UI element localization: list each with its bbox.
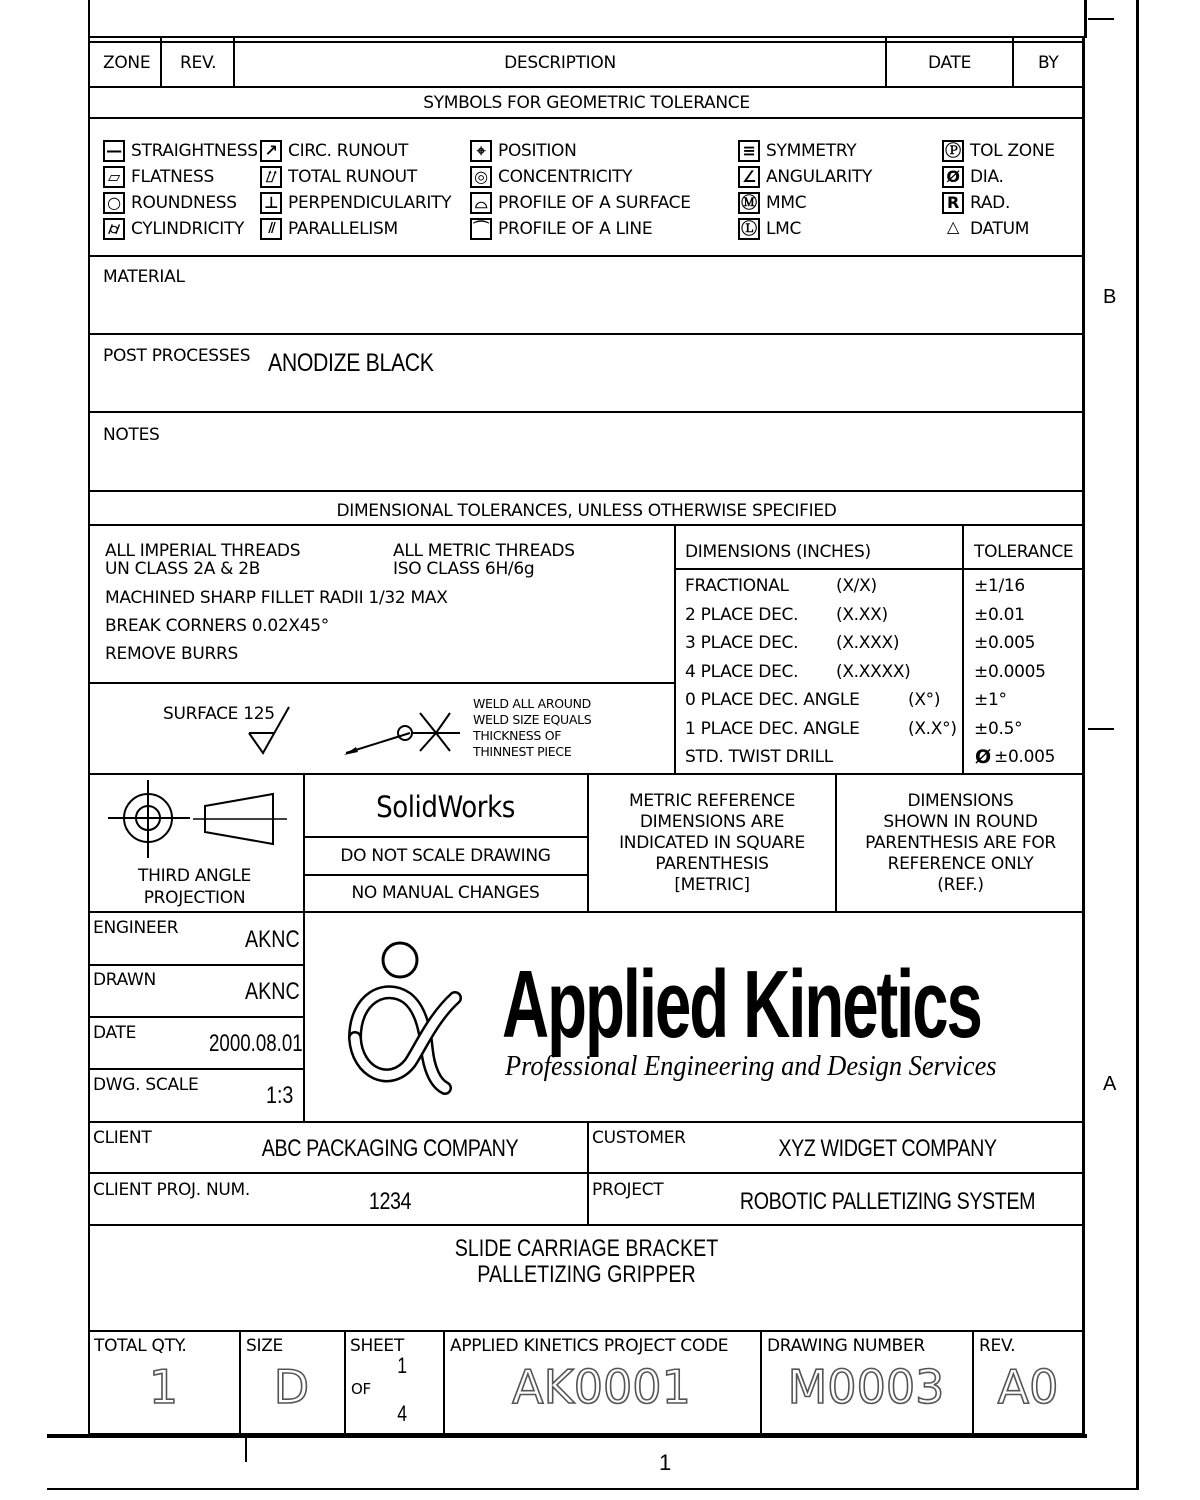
post-processes-label: POST PROCESSES [103, 346, 251, 366]
project-label: PROJECT [592, 1180, 664, 1200]
frame-bottom-ext [47, 1434, 1087, 1438]
gdt-symbol-row [103, 216, 258, 242]
engineer-label: ENGINEER [93, 918, 179, 938]
rev-value: A0 [997, 1360, 1059, 1414]
date-label: DATE [93, 1023, 137, 1043]
project-code-label: APPLIED KINETICS PROJECT CODE [450, 1336, 729, 1356]
gdt-symbol-row [470, 164, 691, 190]
customer-value: XYZ WIDGET COMPANY [778, 1135, 997, 1162]
mmc-icon: Ⓜ [738, 192, 760, 214]
tolerance-row-name: 4 PLACE DEC. [685, 661, 799, 682]
round-ref-line2: SHOWN IN ROUND [883, 812, 1038, 832]
metric-threads [393, 542, 575, 578]
rev-label: REV. [979, 1336, 1016, 1356]
notes-line [88, 490, 1085, 492]
tolerance-row-value: ±0.5° [974, 718, 1023, 739]
dimtol-title: DIMENSIONAL TOLERANCES, UNLESS OTHERWISE SPECIFIED [336, 501, 837, 521]
straightness-icon: — [103, 140, 125, 162]
gdt-symbol-label: LMC [766, 219, 802, 239]
gdt-symbol-row [942, 190, 1055, 216]
parallelism-icon: // [260, 218, 282, 240]
tolerance-row-name: 0 PLACE DEC. ANGLE [685, 690, 860, 710]
gdt-symbol-label: DATUM [970, 219, 1030, 239]
position-icon: ⌖ [470, 140, 492, 162]
tolerance-row-name: 1 PLACE DEC. ANGLE [685, 718, 860, 739]
gdt-symbol-label: PROFILE OF A LINE [498, 219, 653, 239]
dwg-scale-value: 1:3 [266, 1082, 294, 1109]
imperial-threads [105, 542, 300, 578]
dwg-scale-label: DWG. SCALE [93, 1075, 199, 1095]
gdt-symbol-label: DIA. [970, 167, 1004, 187]
tolerance-row-format: (X/X) [836, 576, 877, 596]
no-manual-changes: NO MANUAL CHANGES [351, 883, 540, 903]
metric-ref-line2: DIMENSIONS ARE [639, 812, 785, 832]
drawing-number-label: DRAWING NUMBER [767, 1336, 925, 1356]
info-line [88, 964, 304, 966]
metric-threads-line1: ALL METRIC THREADS [393, 541, 575, 561]
software-line [303, 874, 588, 876]
gdt-symbol-row [470, 138, 691, 164]
do-not-scale: DO NOT SCALE DRAWING [340, 846, 551, 866]
gdt-column [738, 138, 872, 242]
tolerance-header: TOLERANCE [974, 542, 1074, 562]
notes-label: NOTES [103, 425, 160, 445]
gdt-symbol-label: PARALLELISM [288, 219, 398, 239]
weld-note-line1: WELD ALL AROUND [473, 696, 591, 711]
sheet-border-right [1136, 0, 1139, 1490]
surface-finish-label: SURFACE 125 [163, 704, 275, 724]
gdt-symbol-row [260, 190, 451, 216]
profile-surface-icon: ⌓ [470, 192, 492, 214]
drawing-number-value: M0003 [787, 1360, 945, 1414]
software-name: SolidWorks [376, 790, 515, 824]
rev-header-by: BY [1038, 53, 1059, 73]
gdt-symbol-row [738, 190, 872, 216]
dimtol-title-line [88, 524, 1085, 526]
rev-header-zone: ZONE [103, 53, 151, 73]
gdt-symbol-label: PERPENDICULARITY [288, 193, 452, 213]
gdt-symbol-label: MMC [766, 193, 807, 213]
round-ref-line5: (REF.) [937, 875, 984, 895]
metric-ref-line5: [METRIC] [674, 875, 750, 895]
radius-icon: R [942, 192, 964, 214]
gdt-symbol-label: ANGULARITY [766, 167, 873, 187]
rev-bottom-line [88, 86, 1085, 88]
tolerance-row-name: 3 PLACE DEC. [685, 633, 799, 653]
date-value: 2000.08.01 [209, 1030, 303, 1057]
info-line [88, 1068, 304, 1070]
tolerance-row-name: FRACTIONAL [685, 576, 789, 596]
metric-reference-note [589, 791, 835, 896]
weld-note-line2: WELD SIZE EQUALS [473, 712, 592, 727]
perpendicularity-icon: ⊥ [260, 192, 282, 214]
weld-note-line4: THINNEST PIECE [473, 744, 572, 759]
sheet-label: SHEET [350, 1336, 404, 1356]
material-line [88, 333, 1085, 335]
frame-left-ext [88, 0, 90, 38]
zone-label-a: A [1103, 1073, 1117, 1095]
gdt-symbol-label: RAD. [970, 193, 1011, 213]
material-label: MATERIAL [103, 267, 185, 287]
client-proj-num-label: CLIENT PROJ. NUM. [93, 1180, 250, 1200]
tolerance-row-format: (X.X°) [908, 718, 957, 739]
gdt-symbol-row [470, 190, 691, 216]
round-reference-note [837, 791, 1084, 896]
circular-runout-icon: ↗ [260, 140, 282, 162]
metric-ref-line1: METRIC REFERENCE [628, 791, 796, 811]
total-qty-value: 1 [148, 1360, 179, 1414]
client-proj-num-value: 1234 [368, 1188, 412, 1215]
tolerance-row-name: 2 PLACE DEC. [685, 604, 799, 625]
sheet-border-bottom [47, 1488, 1138, 1490]
drawn-value: AKNC [245, 978, 300, 1005]
gdt-symbol-row [942, 216, 1055, 242]
rev-header-date: DATE [928, 53, 972, 73]
project-line [88, 1224, 1085, 1226]
frame-right-ext [1084, 0, 1087, 38]
tolerance-row-format: (X.XXX) [836, 633, 900, 653]
gdt-symbol-label: CYLINDRICITY [131, 219, 245, 239]
gdt-symbol-label: SYMMETRY [766, 141, 857, 161]
rev-header-description: DESCRIPTION [504, 53, 616, 73]
size-value: D [273, 1360, 310, 1414]
gdt-symbol-label: PROFILE OF A SURFACE [498, 193, 691, 213]
remove-burrs-note: REMOVE BURRS [105, 644, 238, 664]
customer-label: CUSTOMER [592, 1128, 686, 1148]
drawing-title-line2: PALLETIZING GRIPPER [477, 1261, 696, 1288]
tolerance-row-name: STD. TWIST DRILL [685, 747, 833, 767]
tolerance-row-value: ±0.0005 [974, 661, 1046, 682]
alpha-logo-icon [345, 938, 470, 1098]
gdt-symbol-label: CIRC. RUNOUT [288, 141, 409, 161]
zone-label-b: B [1103, 286, 1117, 308]
rev-header-rev: REV. [180, 53, 217, 73]
lmc-icon: Ⓛ [738, 218, 760, 240]
sheet-of-label: OF [351, 1380, 371, 1398]
gdt-symbol-label: CONCENTRICITY [498, 167, 633, 187]
angularity-icon: ∠ [738, 166, 760, 188]
software-line [303, 836, 588, 838]
weld-note [473, 696, 591, 760]
concentricity-icon: ◎ [470, 166, 492, 188]
drawing-title [88, 1236, 1085, 1288]
tolerance-row-value: ±0.005 [974, 633, 1036, 653]
gdt-title: SYMBOLS FOR GEOMETRIC TOLERANCE [423, 93, 750, 113]
sheet-value: 1 [397, 1353, 408, 1378]
metric-ref-line3: INDICATED IN SQUARE [619, 833, 805, 853]
gdt-column [260, 138, 451, 242]
info-line [88, 1016, 304, 1018]
gdt-column [470, 138, 691, 242]
round-ref-line3: PARENTHESIS ARE FOR [865, 833, 1056, 853]
symmetry-icon: ≡ [738, 140, 760, 162]
dimtol-left-line [88, 682, 675, 684]
metric-ref-line4: PARENTHESIS [655, 854, 769, 874]
rev-divider [160, 36, 162, 87]
post-line [88, 411, 1085, 413]
drawn-label: DRAWN [93, 970, 156, 990]
imperial-threads-line2: UN CLASS 2A & 2B [105, 559, 261, 579]
gdt-symbol-label: TOTAL RUNOUT [288, 167, 417, 187]
gdt-bottom-line [88, 255, 1085, 257]
zone-tick [245, 1438, 247, 1462]
rev-top-line [88, 41, 1085, 43]
gdt-symbol-row [103, 138, 258, 164]
diameter-icon: Ø [975, 746, 991, 768]
gdt-symbol-label: POSITION [498, 141, 577, 161]
gdt-symbol-row [470, 216, 691, 242]
projection-line1: THIRD ANGLE [138, 866, 251, 886]
round-ref-line4: REFERENCE ONLY [887, 854, 1034, 874]
tolerance-row-value: ±1° [974, 690, 1007, 710]
gdt-symbol-label: FLATNESS [131, 167, 214, 187]
gdt-symbol-row [103, 164, 258, 190]
project-code-value: AK0001 [512, 1360, 691, 1414]
gdt-symbol-row [103, 190, 258, 216]
flatness-icon: ▱ [103, 166, 125, 188]
gdt-symbol-label: STRAIGHTNESS [131, 141, 258, 161]
third-angle-projection-icon [105, 778, 290, 863]
gdt-column [103, 138, 258, 242]
weld-note-line3: THICKNESS OF [473, 728, 562, 743]
tolerance-row-value: ±1/16 [974, 576, 1025, 596]
size-label: SIZE [246, 1336, 283, 1356]
gdt-symbol-row [942, 164, 1055, 190]
gdt-symbol-row [260, 164, 451, 190]
bottom-divider [344, 1330, 346, 1436]
dimtol-divider [962, 524, 964, 774]
metric-threads-line2: ISO CLASS 6H/6g [393, 559, 535, 579]
tolerance-row-format: (X.XXXX) [836, 661, 911, 682]
project-value: ROBOTIC PALLETIZING SYSTEM [739, 1188, 1036, 1215]
client-value: ABC PACKAGING COMPANY [261, 1135, 519, 1162]
imperial-threads-line1: ALL IMPERIAL THREADS [105, 541, 301, 561]
roundness-icon: ○ [103, 192, 125, 214]
gdt-symbol-row [738, 216, 872, 242]
drawing-title-line1: SLIDE CARRIAGE BRACKET [454, 1235, 719, 1262]
cylindricity-icon: ⌭ [103, 218, 125, 240]
gdt-symbol-row [738, 138, 872, 164]
company-name: Applied Kinetics [502, 951, 981, 1058]
post-processes-value: ANODIZE BLACK [268, 349, 434, 377]
engineer-value: AKNC [245, 926, 300, 953]
tolerance-row-value: ±0.01 [974, 604, 1025, 625]
projection-line2: PROJECTION [143, 888, 246, 908]
total-runout-icon: ⌰ [260, 166, 282, 188]
zone-tick [1088, 728, 1114, 730]
tolerance-row-format: (X°) [908, 690, 941, 710]
company-tagline: Professional Engineering and Design Services [505, 1050, 997, 1082]
weld-symbol-icon [340, 705, 470, 760]
dimtol-divider [674, 524, 676, 774]
gdt-symbol-row [738, 164, 872, 190]
client-line [88, 1172, 1085, 1174]
tol-zone-icon: Ⓟ [942, 140, 964, 162]
rev-divider [885, 36, 887, 87]
client-label: CLIENT [93, 1128, 152, 1148]
title-bottom-line [88, 1330, 1085, 1332]
gdt-column [942, 138, 1055, 242]
gdt-symbol-row [942, 138, 1055, 164]
surface-finish-icon [245, 705, 295, 755]
gdt-symbol-label: TOL ZONE [970, 141, 1055, 161]
diameter-icon: Ø [942, 166, 964, 188]
datum-icon: △ [946, 217, 959, 236]
zone-tick [1088, 18, 1114, 20]
sheet-total-value: 4 [397, 1401, 408, 1426]
profile-line-icon: ⌒ [470, 218, 492, 240]
gdt-symbol-row [260, 138, 451, 164]
gdt-symbol-label: ROUNDNESS [131, 193, 237, 213]
dimtol-header-line [674, 568, 1084, 570]
zone-label-1: 1 [659, 1450, 672, 1475]
total-qty-label: TOTAL QTY. [94, 1336, 187, 1356]
reference-bottom-line [88, 911, 1085, 913]
rev-divider [1012, 36, 1014, 87]
tolerance-row-format: (X.XX) [836, 604, 888, 625]
gdt-symbol-row [260, 216, 451, 242]
dimensions-header: DIMENSIONS (INCHES) [685, 542, 871, 562]
round-ref-line1: DIMENSIONS [907, 791, 1014, 811]
projection-label [88, 865, 301, 909]
break-corners-note: BREAK CORNERS 0.02X45° [105, 616, 329, 636]
gdt-title-line [88, 117, 1085, 119]
tolerance-row-value: ±0.005 [994, 747, 1056, 767]
machined-note: MACHINED SHARP FILLET RADII 1/32 MAX [105, 588, 448, 608]
